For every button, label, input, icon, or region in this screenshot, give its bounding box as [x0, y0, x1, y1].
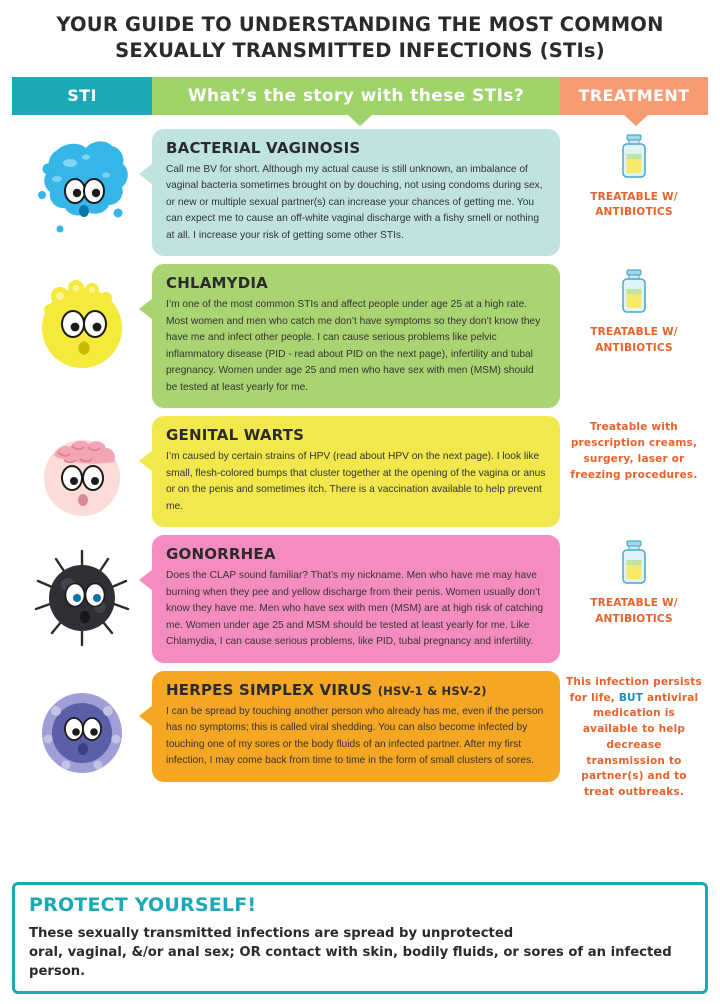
herpes-germ-icon: [26, 677, 138, 783]
germ-illustration-cell: [12, 535, 152, 651]
column-header-bar: [12, 77, 708, 115]
story-bubble: [152, 416, 560, 527]
column-header-sti: STI: [12, 77, 152, 115]
medicine-vial-icon: [617, 539, 651, 591]
table-row: [12, 264, 708, 408]
sti-description: I’m one of the most common STIs and affect people under age 25 at a high rate. Most women and men who catch me don’t have symptoms so they don’t know they have me and infect other people. I can cause serious problems like pelvic inflammatory disease (PID - read about PID on the next page), infertility and tubal pregnancy. Women under age 25 and men who have sex with men (MSM) should be tested at least yearly for me.: [166, 299, 541, 393]
treatment-cell: [560, 671, 708, 801]
story-cell: [152, 264, 560, 408]
treatment-text: Treatable with prescription creams, surgery, laser or freezing procedures.: [570, 421, 698, 481]
treatment-cell: [560, 416, 708, 483]
germ-illustration-cell: [12, 264, 152, 378]
column-header-story: What’s the story with these STIs?: [152, 77, 560, 115]
column-header-treatment: TREATMENT: [560, 77, 708, 115]
sti-rows: [12, 129, 708, 801]
sti-description: I can be spread by touching another person who already has me, even if the person has no symptoms; this is called viral shedding. You can also become infected by touching one of my sores or the body fluids of an infected partner. After my first infection, I may come back from time to time in the form of small clusters of sores.: [166, 705, 544, 767]
sti-name: GONORRHEA: [166, 545, 276, 564]
header-notch-story-icon: [348, 115, 372, 126]
story-cell: [152, 671, 560, 782]
sti-name-main: HERPES SIMPLEX VIRUS: [166, 680, 373, 699]
treatment-cell: [560, 129, 708, 222]
treatment-text: TREATABLE W/ ANTIBIOTICS: [590, 597, 678, 626]
table-row: [12, 671, 708, 801]
story-cell: [152, 416, 560, 527]
genital-warts-germ-icon: [26, 422, 138, 526]
sti-name: [166, 681, 546, 699]
story-bubble: [152, 264, 560, 408]
treatment-text-part-3: antiviral medication is available to help decrease transmission to partner(s) and to treat outbreaks.: [581, 691, 699, 799]
bacterial-vaginosis-germ-icon: [26, 135, 138, 243]
protect-yourself-banner: [12, 882, 708, 994]
story-cell: [152, 535, 560, 663]
header-notch-treatment-icon: [624, 115, 648, 126]
gonorrhea-germ-icon: [26, 541, 138, 651]
sti-description: I’m caused by certain strains of HPV (read about HPV on the next page). I look like small, flesh-colored bumps that cluster together at the opening of the vagina or anus or on the penis and sometimes itch. There is a vaccination available to help prevent me.: [166, 451, 546, 512]
medicine-vial-icon: [617, 133, 651, 185]
treatment-cell: [560, 264, 708, 357]
story-bubble: [152, 129, 560, 257]
treatment-text: [566, 675, 702, 801]
treatment-text-emphasis: BUT: [618, 691, 644, 704]
germ-illustration-cell: [12, 671, 152, 783]
footer-text-line-2: oral, vaginal, &/or anal sex; OR contact with skin, bodily fluids, or sores of an infected person.: [29, 944, 672, 979]
treatment-text: TREATABLE W/ ANTIBIOTICS: [590, 326, 678, 354]
medicine-vial-icon: [617, 268, 651, 320]
sti-description: Call me BV for short. Although my actual cause is still unknown, an imbalance of vaginal bacteria sometimes brought on by douching, not using condoms during sex, or new or multiple sexual partner(s) can increase your chances of getting me. You can expect me to cause an off-white vaginal discharge with a fishy smell or nothing at all. I increase your risk of getting some other STIs.: [166, 163, 543, 241]
table-row: [12, 129, 708, 257]
footer-heading: PROTECT YOURSELF!: [29, 893, 257, 916]
story-bubble: [152, 671, 560, 782]
germ-illustration-cell: [12, 416, 152, 526]
germ-illustration-cell: [12, 129, 152, 243]
sti-name: BACTERIAL VAGINOSIS: [166, 138, 361, 157]
sti-name: CHLAMYDIA: [166, 274, 268, 293]
story-bubble: [152, 535, 560, 663]
treatment-text: TREATABLE W/ ANTIBIOTICS: [590, 190, 678, 219]
page-title-line-2: SEXUALLY TRANSMITTED INFECTIONS (STIs): [115, 39, 605, 63]
table-row: [12, 416, 708, 527]
sti-name-subtitle: (HSV-1 & HSV-2): [377, 683, 487, 698]
treatment-cell: [560, 535, 708, 628]
table-row: [12, 535, 708, 663]
treatment-text-part-1: This infection persists for life,: [566, 675, 702, 704]
page-title: [0, 0, 720, 71]
sti-name: GENITAL WARTS: [166, 426, 305, 445]
page-title-line-1: YOUR GUIDE TO UNDERSTANDING THE MOST COMMON: [56, 13, 664, 36]
chlamydia-germ-icon: [26, 270, 138, 378]
story-cell: [152, 129, 560, 257]
footer-text-line-1: These sexually transmitted infections are spread by unprotected: [29, 925, 514, 941]
sti-description: Does the CLAP sound familiar? That’s my nickname. Men who have me may have burning when they pee and yellow discharge from their penis. Women usually don’t know they have me. Men who have sex with men (MSM) are at high risk of catching me. Women under age 25 and MSM should be tested at least yearly for me. Like Chlamydia, I can cause serious problems, like PID, tubal pregnancy and infertility.: [166, 570, 544, 648]
